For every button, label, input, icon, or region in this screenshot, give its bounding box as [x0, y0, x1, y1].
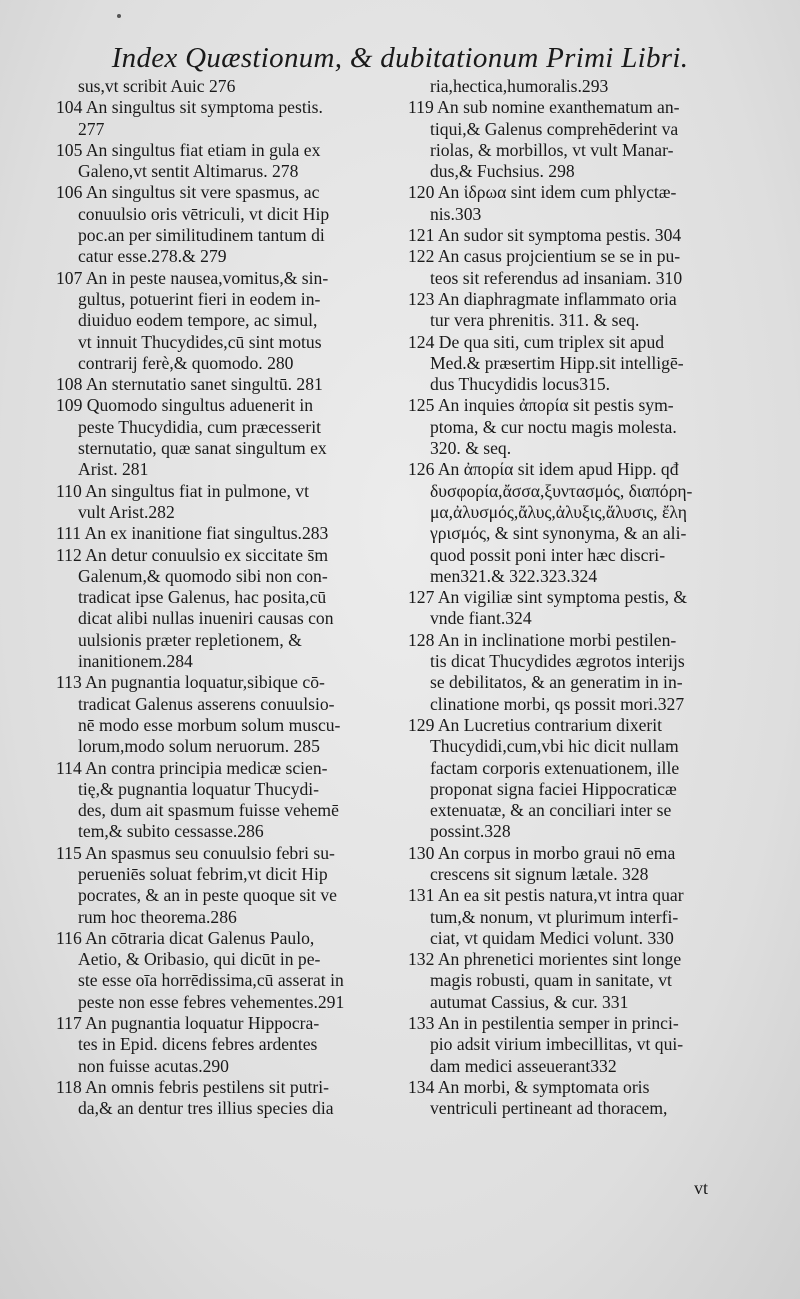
- entry-line: 320. & seq.: [430, 438, 512, 459]
- index-entry: [408, 459, 746, 587]
- index-entry: [408, 949, 746, 1013]
- index-entry: [56, 268, 394, 374]
- entry-line: rum hoc theorema.286: [78, 906, 237, 927]
- entry-line: 113 An pugnantia loquatur,sibique cō-: [56, 672, 325, 693]
- entry-line: pocrates, & an in peste quoque sit ve: [78, 885, 337, 906]
- entry-line: dam medici asseuerant332: [430, 1055, 617, 1076]
- left-column: [56, 76, 394, 1120]
- entry-line: 130 An corpus in morbo graui nō ema: [408, 842, 676, 863]
- entry-line: 128 An in inclinatione morbi pestilen-: [408, 629, 677, 650]
- entry-line: Med.& præsertim Hipp.sit intelligē-: [430, 352, 684, 373]
- entry-line: quod possit poni inter hæc discri-: [430, 544, 666, 565]
- entry-line: 120 An ἱδρωα sint idem cum phlyctæ-: [408, 182, 677, 203]
- index-entry: [56, 481, 394, 524]
- entry-line: teos sit referendus ad insaniam. 310: [430, 267, 683, 288]
- entry-line: sternutatio, quæ sanat singultum ex: [78, 438, 327, 459]
- entry-line: 123 An diaphragmate inflammato oria: [408, 288, 677, 309]
- index-entry: [408, 1013, 746, 1077]
- entry-line: ste esse oīa horrēdissima,cū asserat in: [78, 970, 344, 991]
- entry-line: 110 An singultus fiat in pulmone, vt: [56, 480, 309, 501]
- page-header: Index Quæstionum, & dubitationum Primi Libri.: [111, 42, 689, 74]
- entry-line: μα,ἀλυσμός,ἄλυς,ἀλυξις,ἄλυσις, ἔλη: [430, 501, 687, 522]
- entry-line: tur vera phrenitis. 311. & seq.: [430, 310, 640, 331]
- entry-line: pio adsit virium imbecillitas, vt qui-: [430, 1034, 684, 1055]
- index-entry: [408, 395, 746, 459]
- entry-line: Thucydidi,cum,vbi hic dicit nullam: [430, 736, 679, 757]
- entry-line: tis dicat Thucydides ægrotos interijs: [430, 651, 685, 672]
- entry-line: 117 An pugnantia loquatur Hippocra-: [56, 1013, 320, 1034]
- entry-line: 111 An ex inanitione fiat singultus.283: [56, 523, 329, 544]
- ink-speck: [117, 14, 121, 18]
- entry-line: 127 An vigiliæ sint symptoma pestis, &: [408, 587, 688, 608]
- entry-line: 115 An spasmus seu conuulsio febri su-: [56, 842, 335, 863]
- entry-line: δυσφορία,ἄσσα,ξυντασμός, διαπόρη-: [430, 480, 693, 501]
- index-entry: [56, 1077, 394, 1120]
- entry-line: magis robusti, quam in sanitate, vt: [430, 970, 672, 991]
- entry-line: contrarij ferè,& quomodo. 280: [78, 352, 294, 373]
- index-entry: [408, 289, 746, 332]
- entry-line: 124 De qua siti, cum triplex sit apud: [408, 331, 665, 352]
- entry-line: Aetio, & Oribasio, qui dicūt in pe-: [78, 949, 321, 970]
- entry-line: autumat Cassius, & cur. 331: [430, 991, 629, 1012]
- entry-line: 122 An casus projcientium se se in pu-: [408, 246, 681, 267]
- index-entry: [408, 1077, 746, 1120]
- index-entry: [408, 246, 746, 289]
- entry-line: 108 An sternutatio sanet singultū. 281: [56, 374, 323, 395]
- entry-line: da,& an dentur tres illius species dia: [78, 1098, 334, 1119]
- index-entry: [56, 545, 394, 673]
- index-entry: [56, 182, 394, 267]
- entry-line: ria,hectica,humoralis.293: [430, 76, 609, 96]
- entry-line: uulsionis præter repletionem, &: [78, 629, 302, 650]
- index-entry: [56, 928, 394, 1013]
- index-entry: [408, 76, 746, 97]
- index-entry: [56, 395, 394, 480]
- entry-line: 133 An in pestilentia semper in princi-: [408, 1013, 679, 1034]
- entry-line: extenuatæ, & an conciliari inter se: [430, 800, 672, 821]
- entry-line: 134 An morbi, & symptomata oris: [408, 1076, 650, 1097]
- entry-line: γρισμός, & sint synonyma, & an ali-: [430, 523, 687, 544]
- entry-line: 119 An sub nomine exanthematum an-: [408, 97, 680, 118]
- right-column: [408, 76, 746, 1120]
- entry-line: 104 An singultus sit symptoma pestis.: [56, 97, 323, 118]
- index-entry: [408, 182, 746, 225]
- entry-line: 131 An ea sit pestis natura,vt intra quar: [408, 885, 684, 906]
- index-entry: [408, 332, 746, 396]
- catchword: vt: [694, 1178, 709, 1198]
- entry-line: clinatione morbi, qs possit mori.327: [430, 693, 685, 714]
- entry-line: inanitionem.284: [78, 651, 193, 672]
- index-entry: [56, 672, 394, 757]
- index-entry: [56, 843, 394, 928]
- entry-line: sus,vt scribit Auic 276: [78, 76, 236, 96]
- index-entry: [408, 715, 746, 843]
- entry-line: conuulsio oris vētriculi, vt dicit Hip: [78, 203, 330, 224]
- entry-line: ciat, vt quidam Medici volunt. 330: [430, 927, 674, 948]
- entry-line: ptoma, & cur noctu magis molesta.: [430, 416, 677, 437]
- entry-line: perueniēs soluat febrim,vt dicit Hip: [78, 863, 328, 884]
- entry-line: possint.328: [430, 821, 511, 842]
- entry-line: 121 An sudor sit symptoma pestis. 304: [408, 225, 682, 246]
- entry-line: 109 Quomodo singultus aduenerit in: [56, 395, 314, 416]
- entry-line: Galenum,& quomodo sibi non con-: [78, 565, 328, 586]
- entry-line: dicat alibi nullas inueniri causas con: [78, 608, 334, 629]
- entry-line: proponat signa faciei Hippocraticæ: [430, 778, 677, 799]
- entry-line: dus,& Fuchsius. 298: [430, 161, 575, 182]
- index-entry: [56, 140, 394, 183]
- entry-line: dus Thucydidis locus315.: [430, 374, 611, 395]
- index-entry: [408, 97, 746, 182]
- entry-line: se debilitatos, & an generatim in in-: [430, 672, 683, 693]
- entry-line: tradicat ipse Galenus, hac posita,cū: [78, 587, 327, 608]
- entry-line: poc.an per similitudinem tantum di: [78, 225, 325, 246]
- entry-line: 125 An inquies ἀπορία sit pestis sym-: [408, 395, 674, 416]
- entry-line: 105 An singultus fiat etiam in gula ex: [56, 139, 321, 160]
- entry-line: tradicat Galenus asserens conuulsio-: [78, 693, 335, 714]
- index-entry: [408, 843, 746, 886]
- entry-line: 132 An phrenetici morientes sint longe: [408, 949, 682, 970]
- entry-line: diuiduo eodem tempore, ac simul,: [78, 310, 318, 331]
- entry-line: 106 An singultus sit vere spasmus, ac: [56, 182, 320, 203]
- entry-line: factam corporis extenuationem, ille: [430, 757, 680, 778]
- index-entry: [56, 374, 394, 395]
- entry-line: des, dum ait spasmum fuisse vehemē: [78, 800, 339, 821]
- entry-line: men321.& 322.323.324: [430, 565, 598, 586]
- entry-line: 107 An in peste nausea,vomitus,& sin-: [56, 267, 329, 288]
- entry-line: Arist. 281: [78, 459, 149, 480]
- entry-line: tiqui,& Galenus comprehēderint va: [430, 118, 679, 139]
- entry-line: 116 An cōtraria dicat Galenus Paulo,: [56, 927, 315, 948]
- entry-line: gultus, potuerint fieri in eodem in-: [78, 288, 321, 309]
- entry-line: lorum,modo solum neruorum. 285: [78, 736, 320, 757]
- entry-line: tum,& nonum, vt plurimum interfi-: [430, 906, 679, 927]
- index-entry: [408, 630, 746, 715]
- index-entry: [56, 523, 394, 544]
- entry-line: vult Arist.282: [78, 501, 175, 522]
- entry-line: tem,& subito cessasse.286: [78, 821, 264, 842]
- index-entry: [56, 758, 394, 843]
- entry-line: 114 An contra principia medicæ scien-: [56, 757, 328, 778]
- entry-line: vt innuit Thucydides,cū sint motus: [78, 331, 322, 352]
- entry-line: crescens sit signum lætale. 328: [430, 863, 649, 884]
- index-entry: [408, 885, 746, 949]
- index-entry: [56, 1013, 394, 1077]
- entry-line: nis.303: [430, 203, 482, 224]
- entry-line: vnde fiant.324: [430, 608, 532, 629]
- index-entry: [56, 97, 394, 140]
- entry-line: tes in Epid. dicens febres ardentes: [78, 1034, 318, 1055]
- entry-line: 118 An omnis febris pestilens sit putri-: [56, 1076, 330, 1097]
- entry-line: 277: [78, 118, 105, 139]
- entry-line: peste Thucydidia, cum præcesserit: [78, 416, 321, 437]
- index-entry: [408, 587, 746, 630]
- index-entry: [56, 76, 394, 97]
- entry-line: 129 An Lucretius contrarium dixerit: [408, 714, 663, 735]
- entry-line: nē modo esse morbum solum muscu-: [78, 714, 341, 735]
- entry-line: non fuisse acutas.290: [78, 1055, 229, 1076]
- entry-line: Galeno,vt sentit Altimarus. 278: [78, 161, 299, 182]
- entry-line: ventriculi pertineant ad thoracem,: [430, 1098, 668, 1119]
- entry-line: catur esse.278.& 279: [78, 246, 227, 267]
- entry-line: peste non esse febres vehementes.291: [78, 991, 345, 1012]
- index-entry: [408, 225, 746, 246]
- entry-line: 126 An ἀπορία sit idem apud Hipp. qđ: [408, 459, 679, 480]
- entry-line: riolas, & morbillos, vt vult Manar-: [430, 139, 674, 160]
- entry-line: 112 An detur conuulsio ex siccitate s̄m: [56, 544, 328, 565]
- entry-line: tię,& pugnantia loquatur Thucydi-: [78, 778, 320, 799]
